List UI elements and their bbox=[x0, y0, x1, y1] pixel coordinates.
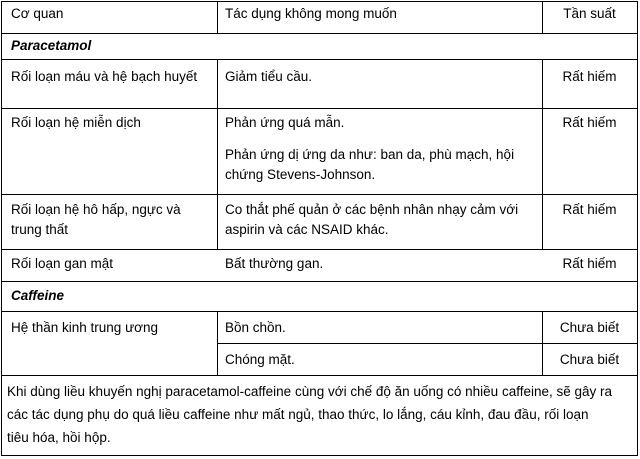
row-organ: Rối loạn máu và hệ bạch huyết bbox=[11, 69, 198, 84]
rule bbox=[1, 455, 638, 456]
adverse-effects-table bbox=[1, 1, 638, 456]
rule bbox=[637, 1, 638, 456]
row-effect: Phản ứng quá mẫn. bbox=[225, 115, 345, 130]
rule bbox=[1, 1, 2, 456]
row-effect: Bồn chồn. bbox=[225, 320, 286, 335]
header-effect: Tác dụng không mong muốn bbox=[225, 6, 397, 21]
row-effect: Co thắt phế quản ở các bệnh nhân nhạy cảm với bbox=[225, 202, 519, 217]
rule bbox=[217, 1, 218, 34]
row-organ: trung thất bbox=[11, 222, 69, 237]
row-effect: Giảm tiểu cầu. bbox=[225, 69, 313, 84]
rule bbox=[217, 311, 218, 376]
row-frequency: Rất hiếm bbox=[562, 69, 617, 84]
row-frequency: Chưa biết bbox=[559, 352, 620, 367]
rule bbox=[542, 59, 543, 250]
row-frequency: Rất hiếm bbox=[562, 115, 617, 130]
row-effect: Bất thường gan. bbox=[225, 256, 324, 271]
rule bbox=[217, 59, 218, 250]
section-title-paracetamol: Paracetamol bbox=[11, 38, 92, 53]
rule bbox=[217, 343, 638, 344]
rule bbox=[1, 281, 638, 282]
row-effect: Chóng mặt. bbox=[225, 352, 295, 367]
row-effect: chứng Stevens-Johnson. bbox=[225, 167, 376, 182]
section-title-caffeine: Caffeine bbox=[11, 288, 65, 303]
row-organ: Rối loạn gan mật bbox=[11, 256, 114, 271]
row-effect: Phản ứng dị ứng da như: ban da, phù mạch, hội bbox=[225, 147, 515, 162]
row-organ: Rối loạn hệ miễn dịch bbox=[11, 115, 141, 130]
row-frequency: Rất hiếm bbox=[562, 202, 617, 217]
header-frequency: Tần suất bbox=[563, 6, 616, 21]
row-organ: Rối loạn hệ hô hấp, ngực và bbox=[11, 202, 181, 217]
row-organ: Hệ thần kinh trung ương bbox=[11, 320, 158, 335]
note-line: các tác dụng phụ do quá liều caffeine như mất ngủ, thao thức, lo lắng, cáu kỉnh, đau đầu, rối loạn bbox=[7, 407, 589, 422]
row-effect: aspirin và các NSAID khác. bbox=[225, 222, 389, 237]
row-frequency: Rất hiếm bbox=[562, 256, 617, 271]
row-frequency: Chưa biết bbox=[559, 320, 620, 335]
header-organ: Cơ quan bbox=[11, 6, 64, 21]
note-line: Khi dùng liều khuyến nghị paracetamol-caffeine cùng với chế độ ăn uống có nhiều caffeine, sẽ gây ra bbox=[7, 384, 613, 399]
note-line: tiêu hóa, hồi hộp. bbox=[7, 430, 111, 445]
